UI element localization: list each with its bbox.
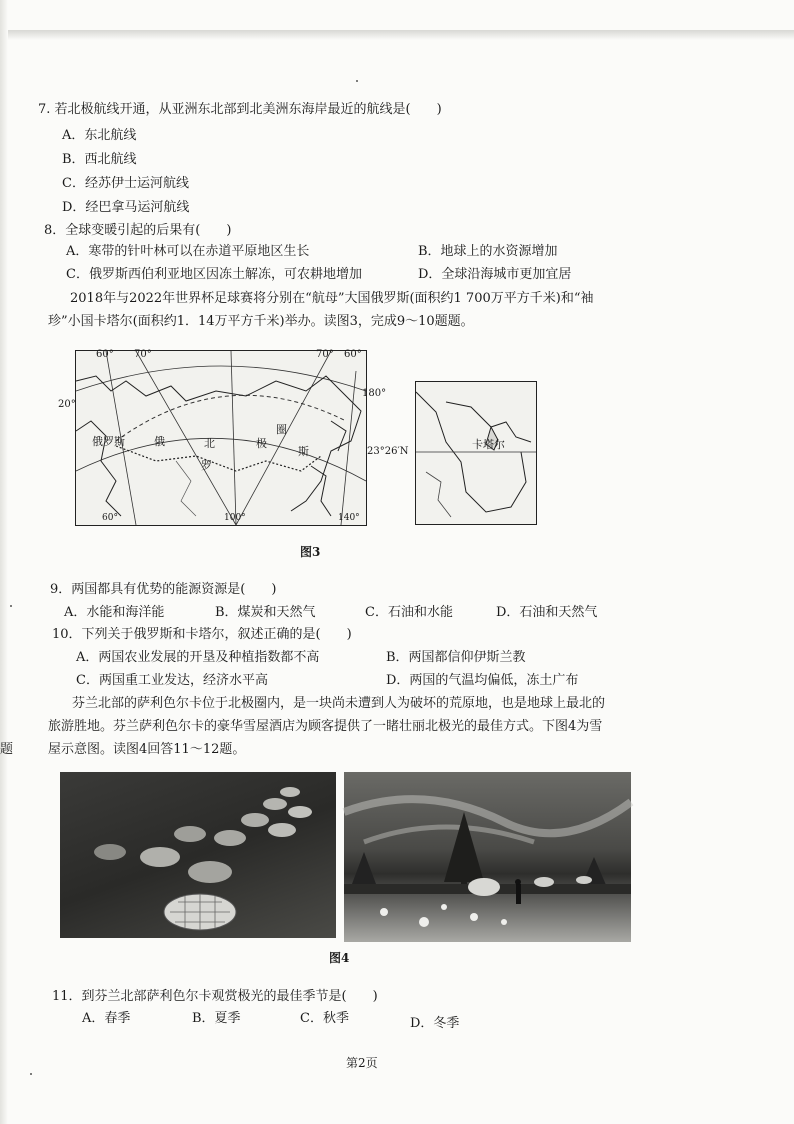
- q8-option-a: A．寒带的针叶林可以在赤道平原地区生长: [66, 244, 310, 259]
- russia-map: [58, 349, 367, 526]
- margin-char: 题: [0, 742, 14, 757]
- q10-option-c: C．两国重工业发达，经济水平高: [76, 673, 268, 688]
- q8-stem: [44, 219, 231, 238]
- q9-option-b: B．煤炭和天然气: [215, 605, 316, 620]
- label-char-6: 斯: [298, 445, 309, 458]
- label-qatar: 卡塔尔: [472, 438, 505, 451]
- figure-3-caption: 图3: [300, 545, 321, 559]
- q10-stem: [52, 623, 352, 642]
- lon-label-60w: 60°: [96, 349, 114, 360]
- figure-4-caption: 图4: [329, 951, 350, 965]
- label-char-1: 俄: [154, 435, 165, 448]
- q7-text: 若北极航线开通，从亚洲东北部到北美洲东海岸最近的航线是( ): [54, 102, 442, 117]
- q8-option-c: C．俄罗斯西伯利亚地区因冻土解冻，可农耕地增加: [66, 267, 362, 282]
- lon-label-60e: 60°: [344, 349, 362, 360]
- label-russia: 俄罗斯: [92, 435, 125, 448]
- q11-option-a: A．春季: [82, 1011, 131, 1026]
- aurora-photo-right-drawing: [344, 772, 631, 942]
- scan-shadow-top: [0, 30, 794, 40]
- qatar-map: [415, 381, 537, 525]
- qatar-map-drawing: [416, 382, 536, 524]
- q9-option-d: D．石油和天然气: [496, 605, 598, 620]
- q9-option-a: A．水能和海洋能: [64, 605, 165, 620]
- q10-option-b: B．两国都信仰伊斯兰教: [386, 650, 526, 665]
- intro2-line2: 旅游胜地。芬兰萨利色尔卡的豪华雪屋酒店为顾客提供了一睹壮丽北极光的最佳方式。下图4为雪: [48, 719, 603, 734]
- label-char-4: 圈: [276, 423, 287, 436]
- scan-speck: [356, 80, 358, 82]
- label-char-3: 极: [256, 437, 267, 450]
- q7-option-b: B．西北航线: [62, 152, 137, 167]
- q11-text: 到芬兰北部萨利色尔卡观赏极光的最佳季节是( ): [81, 989, 378, 1004]
- q10-text: 下列关于俄罗斯和卡塔尔，叙述正确的是( ): [81, 627, 352, 642]
- q7-option-c: C．经苏伊士运河航线: [62, 176, 189, 191]
- q9-number: 9．: [50, 582, 72, 597]
- q8-option-b: B．地球上的水资源增加: [418, 244, 558, 259]
- igloo-photo-left: [60, 772, 336, 938]
- q11-option-b: B．夏季: [192, 1011, 241, 1026]
- q7-option-d: D．经巴拿马运河航线: [62, 200, 190, 215]
- q7-number: 7.: [38, 102, 51, 117]
- lon-label-70a: 70°: [134, 349, 152, 360]
- q9-text: 两国都具有优势的能源资源是( ): [71, 582, 277, 597]
- scan-speck: [30, 1073, 32, 1075]
- q9-option-c: C．石油和水能: [365, 605, 453, 620]
- q10-option-d: D．两国的气温均偏低，冻土广布: [386, 673, 579, 688]
- q11-stem: [52, 985, 378, 1004]
- q10-option-a: A．两国农业发展的开垦及种植指数都不高: [76, 650, 320, 665]
- q11-number: 11．: [52, 989, 82, 1004]
- q7-option-a: A．东北航线: [62, 128, 137, 143]
- igloo-photo-left-drawing: [60, 772, 336, 938]
- q11-option-c: C．秋季: [300, 1011, 349, 1026]
- lon-label-bottom-100: 100°: [224, 513, 246, 523]
- intro1-line1: 2018年与2022年世界杯足球赛将分别在“航母”大国俄罗斯(面积约1 700万平方千米)和“袖: [70, 291, 594, 306]
- intro1-line2: 珍”小国卡塔尔(面积约1．14万平方千米)举办。读图3，完成9～10题题。: [48, 314, 474, 329]
- q8-text: 全球变暖引起的后果有( ): [65, 223, 232, 238]
- intro2-line3: 屋示意图。读图4回答11～12题。: [48, 742, 246, 757]
- page-number: 第2页: [346, 1056, 378, 1070]
- label-char-2: 北: [204, 437, 215, 450]
- lon-label-70b: 70°: [316, 349, 334, 360]
- q8-number: 8．: [44, 223, 66, 238]
- q10-number: 10．: [52, 627, 82, 642]
- scan-shadow-left: [0, 0, 8, 1124]
- lon-label-180: 180°: [362, 388, 387, 399]
- q11-option-d: D．冬季: [410, 1016, 460, 1031]
- lon-label-bottom-60: 60°: [102, 513, 118, 523]
- label-char-5: 罗: [201, 459, 212, 472]
- q7-stem: [38, 98, 442, 117]
- lat-label-tropic: 23°26′N: [367, 446, 409, 457]
- scan-speck: [10, 605, 12, 607]
- q9-stem: [50, 578, 276, 597]
- lat-label-20: 20°: [58, 399, 76, 410]
- lon-label-bottom-140: 140°: [338, 513, 360, 523]
- intro2-line1: 芬兰北部的萨利色尔卡位于北极圈内，是一块尚未遭到人为破坏的荒原地，也是地球上最北的: [72, 696, 606, 711]
- q8-option-d: D．全球沿海城市更加宜居: [418, 267, 572, 282]
- aurora-photo-right: [344, 772, 631, 942]
